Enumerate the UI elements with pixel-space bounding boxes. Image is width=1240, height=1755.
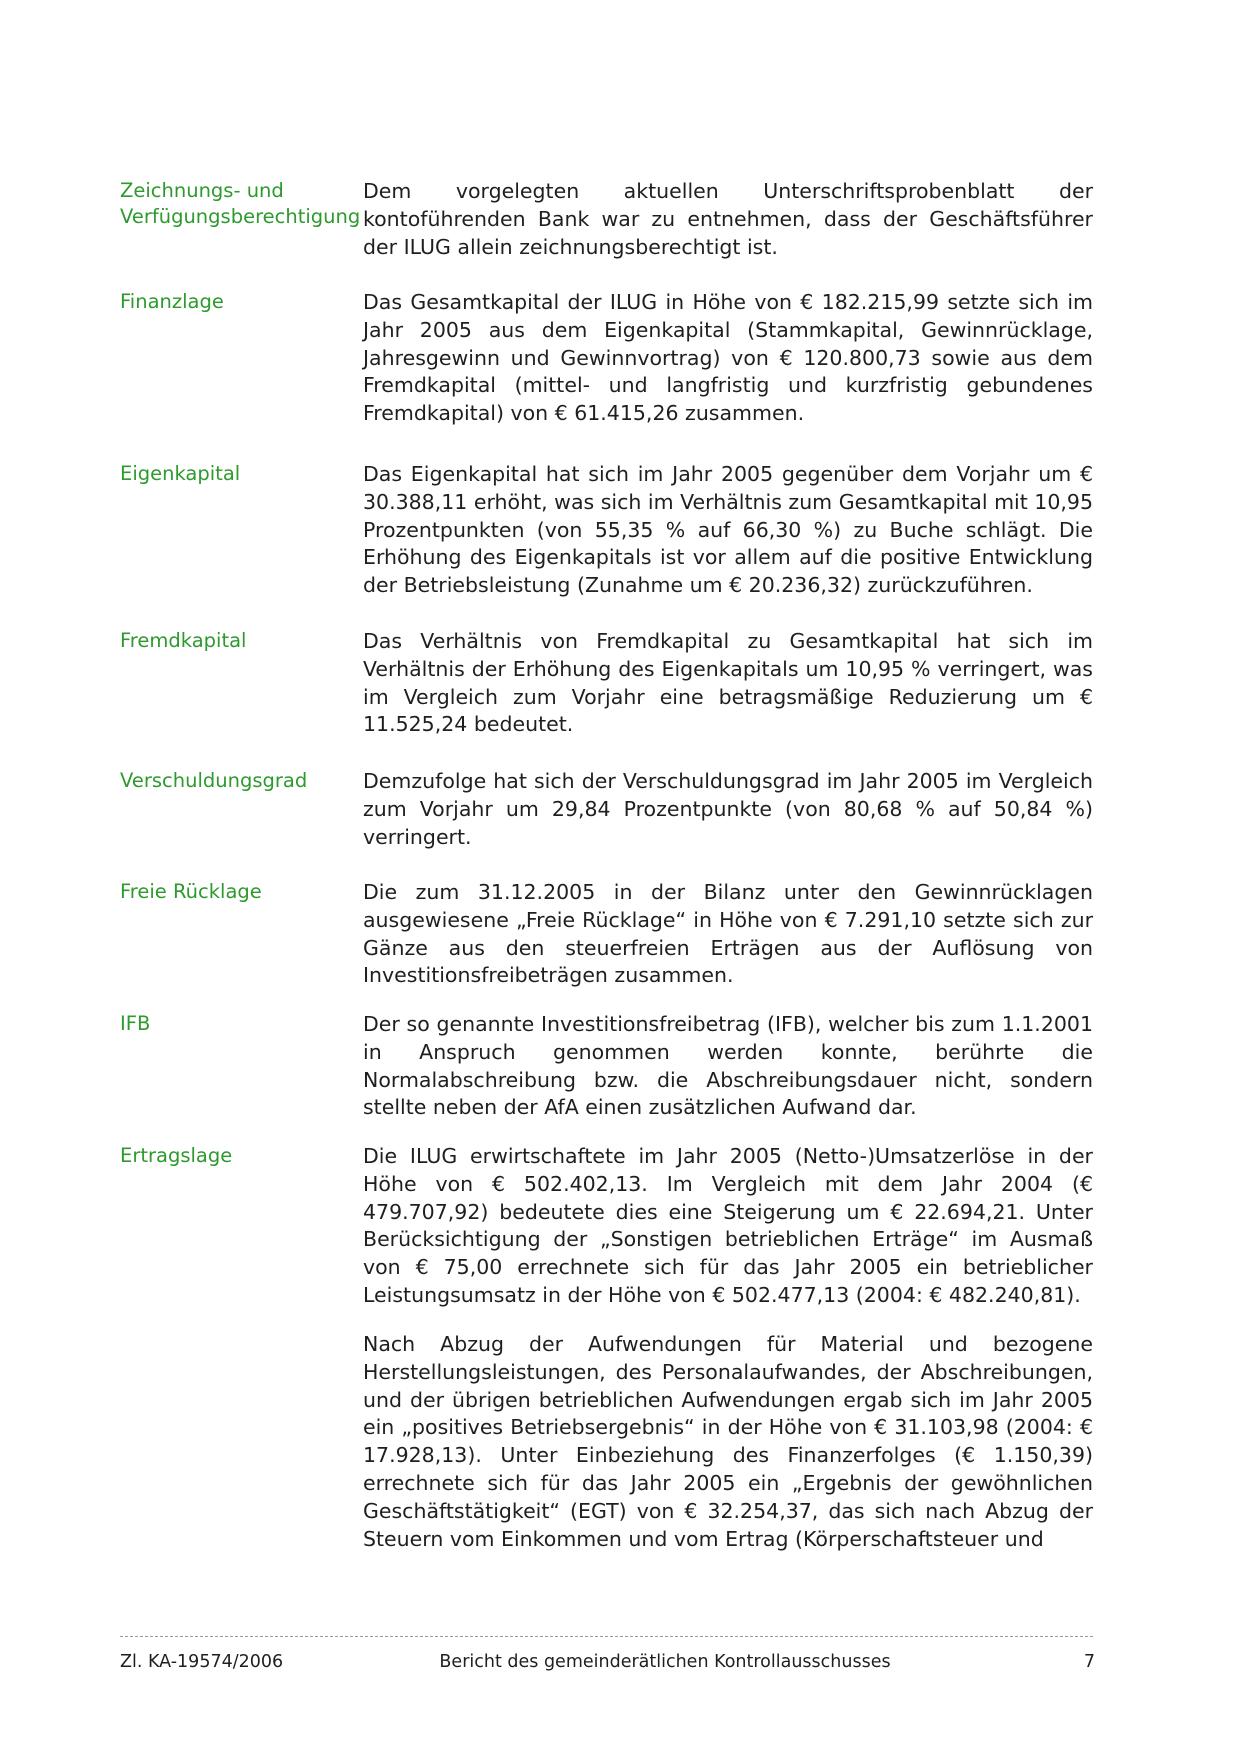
footer-title: Bericht des gemeinderätlichen Kontrollausschusses: [439, 1652, 891, 1672]
section-text: Das Gesamtkapital der ILUG in Höhe von € 182.215,99 setzte sich im Jahr 2005 aus dem Eigenkapital (Stammkapital, Gewinnrücklage, Jahresgewinn und Gewinnvortrag) von € 120.800,73 sowie aus dem Fremdkapital (mittel- und langfristig und kurzfristig gebundenes Fremdkapital) von € 61.415,26 zusammen.: [363, 290, 1093, 426]
footer-reference: Zl. KA-19574/2006: [120, 1652, 284, 1672]
section-label: Eigenkapital: [120, 462, 241, 485]
section-label: Fremdkapital: [120, 629, 247, 652]
section-text: Die zum 31.12.2005 in der Bilanz unter den Gewinnrücklagen ausgewiesene „Freie Rücklage“ in Höhe von € 7.291,10 setzte sich zur Gänze aus den steuerfreien Erträgen aus der Auflösung von Investitionsfreibeträgen zusammen.: [363, 880, 1093, 988]
section-label: IFB: [120, 1012, 151, 1035]
page-number: 7: [1083, 1652, 1095, 1672]
section-text: Der so genannte Investitionsfreibetrag (IFB), welcher bis zum 1.1.2001 in Anspruch genommen werden konnte, berührte die Normalabschreibung bzw. die Abschreibungsdauer nicht, sondern stellte neben der AfA einen zusätzlichen Aufwand dar.: [363, 1012, 1093, 1120]
footer-divider: [120, 1636, 1093, 1637]
section-label: Zeichnungs- und Verfügungsberechtigung: [120, 179, 361, 228]
section-text: Das Eigenkapital hat sich im Jahr 2005 gegenüber dem Vorjahr um € 30.388,11 erhöht, was sich im Verhältnis zum Gesamtkapital mit 10,95 Prozentpunkten (von 55,35 % auf 66,30 %) zu Buche schlägt. Die Erhöhung des Eigenkapitals ist vor allem auf die positive Entwicklung der Betriebsleistung (Zunahme um € 20.236,32) zurückzuführen.: [363, 462, 1093, 598]
section-label: Freie Rücklage: [120, 880, 262, 903]
section-text: Demzufolge hat sich der Verschuldungsgrad im Jahr 2005 im Vergleich zum Vorjahr um 29,84 Prozentpunkte (von 80,68 % auf 50,84 %) verringert.: [363, 769, 1093, 849]
section-text: Die ILUG erwirtschaftete im Jahr 2005 (Netto-)Umsatzerlöse in der Höhe von € 502.402,13. Im Vergleich mit dem Jahr 2004 (€ 479.707,92) bedeutete dies eine Steigerung um € 22.694,21. Unter Berücksichtigung der „Sonstigen betrieblichen Erträge“ im Ausmaß von € 75,00 errechnete sich für das Jahr 2005 ein betrieblicher Leistungsumsatz in der Höhe von € 502.477,13 (2004: € 482.240,81).: [363, 1144, 1093, 1307]
section-text: Nach Abzug der Aufwendungen für Material und bezogene Herstellungsleistungen, des Personalaufwandes, der Abschreibungen, und der übrigen betrieblichen Aufwendungen ergab sich im Jahr 2005 ein „positives Betriebsergebnis“ in der Höhe von € 31.103,98 (2004: € 17.928,13). Unter Einbeziehung des Finanzerfolges (€ 1.150,39) errechnete sich für das Jahr 2005 ein „Ergebnis der gewöhnlichen Geschäftstätigkeit“ (EGT) von € 32.254,37, das sich nach Abzug der Steuern vom Einkommen und vom Ertrag (Körperschaftsteuer und: [363, 1332, 1093, 1551]
section-text: Das Verhältnis von Fremdkapital zu Gesamtkapital hat sich im Verhältnis der Erhöhung des Eigenkapitals um 10,95 % verringert, was im Vergleich zum Vorjahr eine betragsmäßige Reduzierung um € 11.525,24 bedeutet.: [363, 629, 1093, 737]
section-label: Verschuldungsgrad: [120, 769, 308, 792]
section-label: Finanzlage: [120, 290, 224, 313]
section-text: Dem vorgelegten aktuellen Unterschriftsprobenblatt der kontoführenden Bank war zu entnehmen, dass der Geschäftsführer der ILUG allein zeichnungsberechtigt ist.: [363, 179, 1093, 259]
section-label: Ertragslage: [120, 1144, 233, 1167]
